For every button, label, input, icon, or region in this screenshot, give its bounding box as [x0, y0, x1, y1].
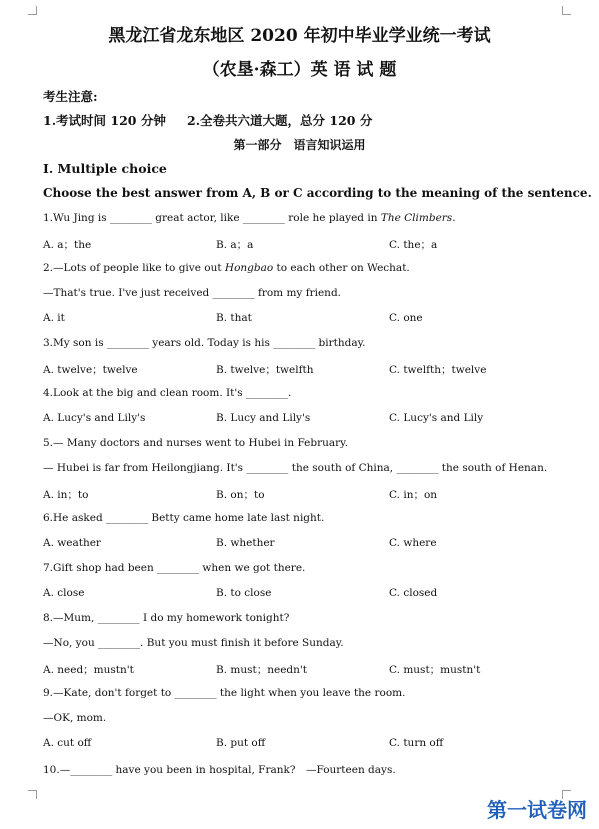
q6-option-c: C. where [389, 537, 437, 549]
q3-option-a: A. twelve；twelve [43, 364, 138, 376]
section-title: I. Multiple choice [43, 161, 167, 176]
question-2-tail: to each other on Wechat. [273, 262, 410, 274]
question-2-reply: —That's true. I've just received ________ from my friend. [43, 287, 342, 299]
exam-subtitle: （农垦·森工）英 语 试 题 [202, 60, 397, 80]
q5-option-b: B. on；to [216, 489, 265, 501]
question-1-tail: . [452, 212, 456, 224]
q1-option-c: C. the；a [389, 239, 438, 251]
part-title: 第一部分 语言知识运用 [233, 138, 366, 152]
question-7: 7.Gift shop had been ________ when we got there. [43, 562, 306, 574]
question-3: 3.My son is ________ years old. Today is his ________ birthday. [43, 337, 366, 349]
q8-option-a: A. need；mustn't [43, 664, 134, 676]
q1-option-a: A. a；the [43, 239, 92, 251]
question-5: 5.— Many doctors and nurses went to Hubei in February. [43, 437, 349, 449]
q2-option-b: B. that [216, 312, 252, 324]
crop-mark-top-left [28, 6, 37, 15]
q4-option-c: C. Lucy's and Lily [389, 412, 484, 424]
question-10: 10.—________ have you been in hospital, Frank? —Fourteen days. [43, 764, 396, 776]
question-9: 9.—Kate, don't forget to ________ the light when you leave the room. [43, 687, 406, 699]
q8-option-c: C. must；mustn't [389, 664, 481, 676]
q5-option-a: A. in；to [43, 489, 89, 501]
crop-mark-bottom-left [28, 790, 37, 799]
q6-option-b: B. whether [216, 537, 275, 549]
question-1 [43, 212, 456, 224]
q3-option-b: B. twelve；twelfth [216, 364, 314, 376]
question-1-italic: The Climbers [380, 212, 453, 224]
notice-item-1: 1.考试时间 120 分钟 [43, 113, 166, 128]
q2-option-c: C. one [389, 312, 423, 324]
question-5-reply: — Hubei is far from Heilongjiang. It's ________ the south of China, ________ the south of Henan. [43, 462, 548, 474]
exam-title: 黑龙江省龙东地区 2020 年初中毕业学业统一考试 [108, 26, 491, 46]
watermark-logo: 第一试卷网 [487, 798, 587, 822]
q9-option-a: A. cut off [43, 737, 92, 749]
q3-option-c: C. twelfth；twelve [389, 364, 487, 376]
question-2 [43, 262, 410, 274]
crop-mark-top-right [562, 6, 571, 15]
q4-option-b: B. Lucy and Lily's [216, 412, 311, 424]
question-6: 6.He asked ________ Betty came home late last night. [43, 512, 325, 524]
question-9-reply: —OK, mom. [43, 712, 107, 724]
q2-option-a: A. it [43, 312, 65, 324]
q9-option-b: B. put off [216, 737, 266, 749]
question-8: 8.—Mum, ________ I do my homework tonight? [43, 612, 290, 624]
q7-option-a: A. close [43, 587, 85, 599]
q4-option-a: A. Lucy's and Lily's [43, 412, 146, 424]
q6-option-a: A. weather [43, 537, 101, 549]
q1-option-b: B. a；a [216, 239, 254, 251]
notice-label: 考生注意: [43, 89, 98, 104]
question-8-reply: —No, you ________. But you must finish it before Sunday. [43, 637, 344, 649]
question-2-italic: Hongbao [224, 262, 274, 274]
q7-option-b: B. to close [216, 587, 272, 599]
q5-option-c: C. in；on [389, 489, 438, 501]
q7-option-c: C. closed [389, 587, 438, 599]
question-2-text: 2.—Lots of people like to give out [43, 262, 225, 274]
q9-option-c: C. turn off [389, 737, 444, 749]
question-4: 4.Look at the big and clean room. It's ________. [43, 387, 292, 399]
section-instruction: Choose the best answer from A, B or C according to the meaning of the sentence. [43, 186, 592, 200]
question-1-text: 1.Wu Jing is ________ great actor, like ________ role he played in [43, 212, 381, 224]
q8-option-b: B. must；needn't [216, 664, 307, 676]
notice-item-2: 2.全卷共六道大题，总分 120 分 [187, 113, 373, 128]
